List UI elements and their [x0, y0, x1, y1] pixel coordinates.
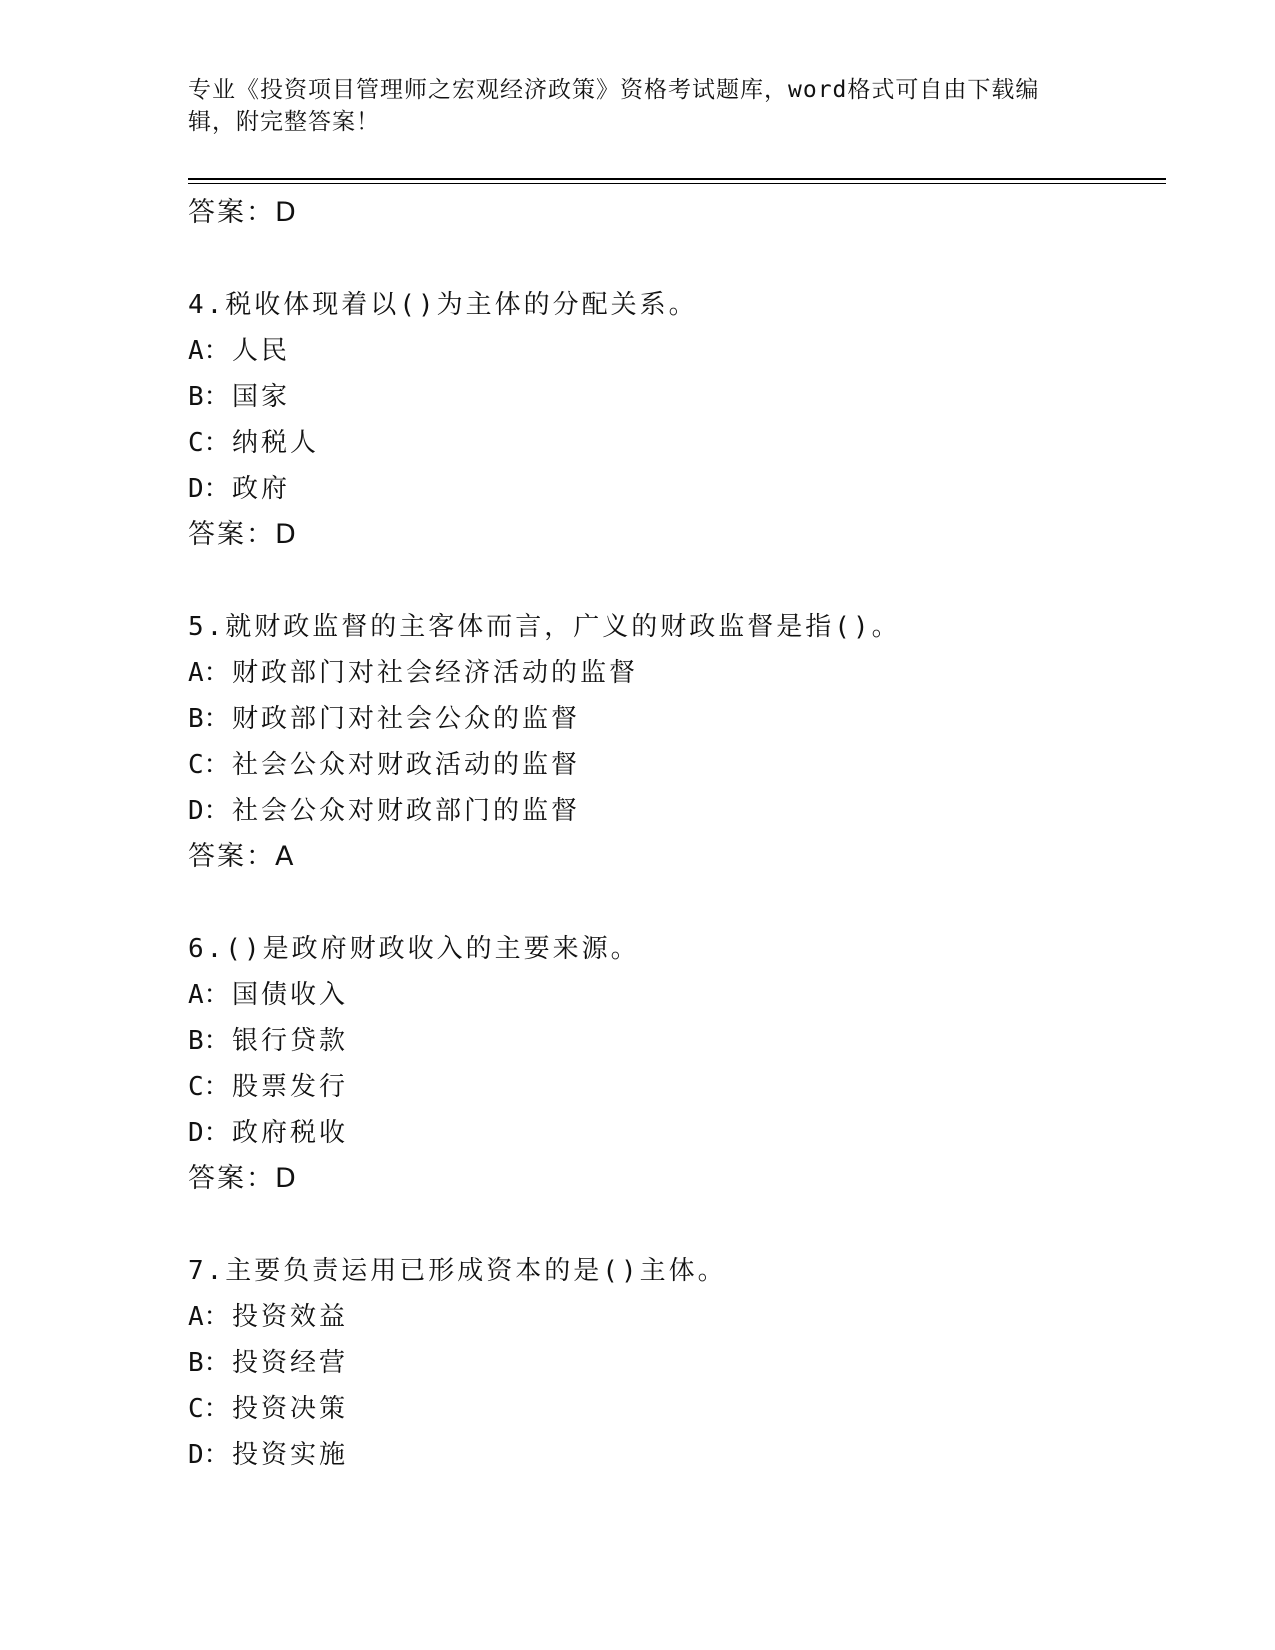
- option-text: 财政部门对社会经济活动的监督: [232, 658, 639, 688]
- option-text: 社会公众对财政部门的监督: [232, 796, 581, 826]
- option-key: B：: [188, 382, 230, 412]
- option-text: 人民: [232, 336, 291, 366]
- option-text: 国债收入: [232, 980, 349, 1010]
- option-c: [188, 1386, 1166, 1432]
- question-stem: 4.税收体现着以()为主体的分配关系。: [188, 290, 698, 320]
- option-key: D：: [188, 1118, 230, 1148]
- previous-answer: 答案：D: [188, 197, 298, 228]
- option-key: C：: [188, 750, 230, 780]
- option-a: [188, 1294, 1166, 1340]
- option-b: [188, 696, 1166, 742]
- spacer: [188, 1202, 1166, 1248]
- option-text: 投资经营: [232, 1348, 349, 1378]
- option-key: C：: [188, 1394, 230, 1424]
- option-key: B：: [188, 1026, 230, 1056]
- option-c: [188, 420, 1166, 466]
- question-stem: 7.主要负责运用已形成资本的是()主体。: [188, 1256, 727, 1286]
- question-6: [188, 926, 1166, 1202]
- option-c: [188, 742, 1166, 788]
- answer: 答案：D: [188, 1163, 298, 1194]
- option-text: 银行贷款: [232, 1026, 349, 1056]
- option-d: [188, 1110, 1166, 1156]
- option-c: [188, 1064, 1166, 1110]
- spacer: [188, 880, 1166, 926]
- page-header: [188, 74, 1068, 138]
- option-key: A：: [188, 658, 230, 688]
- spacer: [188, 236, 1166, 282]
- option-key: B：: [188, 704, 230, 734]
- answer: 答案：D: [188, 519, 298, 550]
- header-rule-thick: [188, 178, 1166, 180]
- option-a: [188, 328, 1166, 374]
- option-a: [188, 972, 1166, 1018]
- question-stem: 5.就财政监督的主客体而言，广义的财政监督是指()。: [188, 612, 901, 642]
- option-text: 投资决策: [232, 1394, 349, 1424]
- header-line-2: 辑，附完整答案！: [188, 109, 380, 135]
- option-text: 社会公众对财政活动的监督: [232, 750, 581, 780]
- option-key: A：: [188, 980, 230, 1010]
- option-key: C：: [188, 428, 230, 458]
- option-d: [188, 788, 1166, 834]
- option-key: B：: [188, 1348, 230, 1378]
- option-d: [188, 1432, 1166, 1478]
- question-list: [188, 190, 1166, 1478]
- option-text: 政府: [232, 474, 291, 504]
- header-rule-thin: [188, 183, 1166, 184]
- option-text: 纳税人: [232, 428, 320, 458]
- option-key: C：: [188, 1072, 230, 1102]
- question-7: [188, 1248, 1166, 1478]
- option-text: 财政部门对社会公众的监督: [232, 704, 581, 734]
- option-text: 投资效益: [232, 1302, 349, 1332]
- option-key: A：: [188, 336, 230, 366]
- option-key: D：: [188, 1440, 230, 1470]
- option-text: 投资实施: [232, 1440, 349, 1470]
- option-b: [188, 1018, 1166, 1064]
- option-text: 国家: [232, 382, 291, 412]
- option-text: 股票发行: [232, 1072, 349, 1102]
- option-key: D：: [188, 796, 230, 826]
- spacer: [188, 558, 1166, 604]
- option-key: D：: [188, 474, 230, 504]
- header-line-1: 专业《投资项目管理师之宏观经济政策》资格考试题库，word格式可自由下载编: [188, 77, 1040, 103]
- option-b: [188, 374, 1166, 420]
- option-text: 政府税收: [232, 1118, 349, 1148]
- question-4: [188, 282, 1166, 558]
- option-d: [188, 466, 1166, 512]
- option-key: A：: [188, 1302, 230, 1332]
- option-b: [188, 1340, 1166, 1386]
- option-a: [188, 650, 1166, 696]
- answer: 答案：A: [188, 841, 296, 872]
- question-stem: 6.()是政府财政收入的主要来源。: [188, 934, 640, 964]
- question-5: [188, 604, 1166, 880]
